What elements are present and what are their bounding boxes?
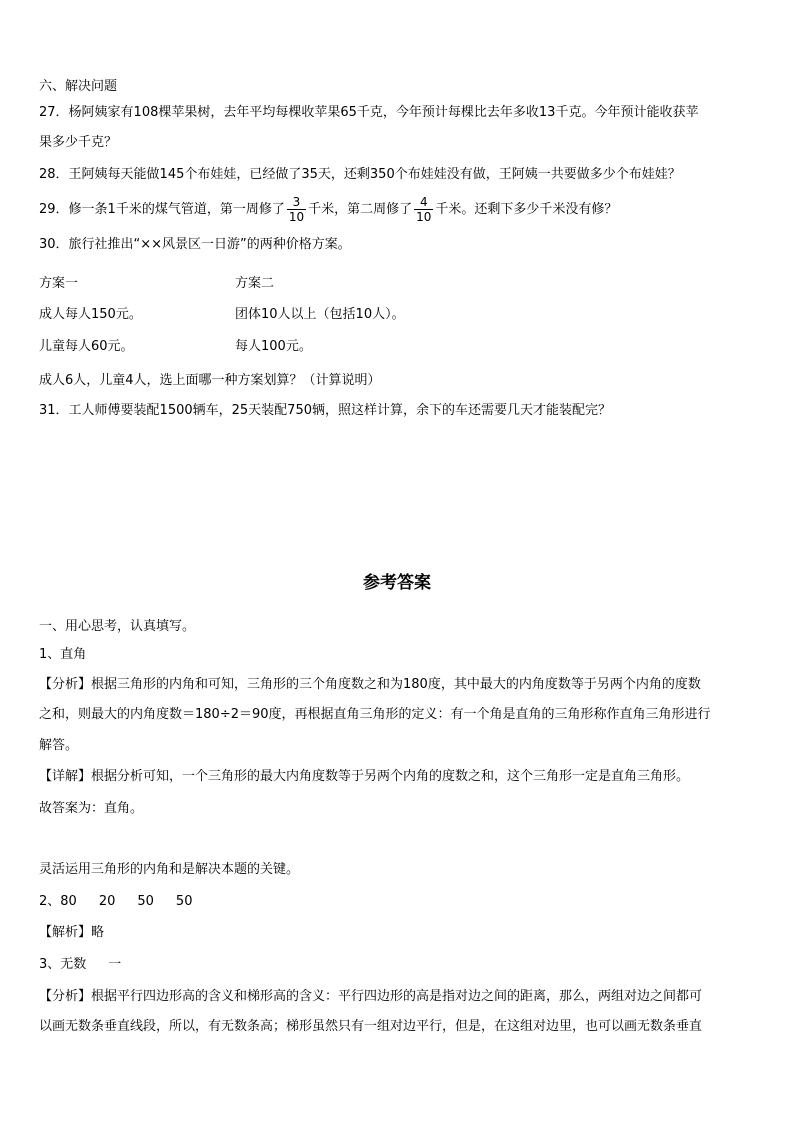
q30-intro: 30．旅行社推出“××风景区一日游”的两种价格方案。 xyxy=(39,237,351,252)
q29-fraction2: $\frac{4}{10}$ xyxy=(416,195,432,224)
a3-label: 3、无数 xyxy=(39,957,87,972)
a1-detail: 【详解】根据分析可知，一个三角形的最大内角度数等于另两个内角的度数之和，这个三角形一定是直角三角形。 xyxy=(39,769,690,784)
section6-heading: 六、解决问题 xyxy=(39,79,118,94)
a1-analysis-line1: 【分析】根据三角形的内角和可知，三角形的三个角度数之和为180度，其中最大的内角度数等于另两个内角的度数 xyxy=(39,677,701,692)
a2-answer-row xyxy=(39,894,192,910)
a2-value: 50 xyxy=(137,894,154,909)
a2-analysis: 【解析】略 xyxy=(39,925,105,940)
a2-label: 2、80 xyxy=(39,894,77,909)
a3-answer-row xyxy=(39,957,121,973)
a2-value: 50 xyxy=(175,894,193,909)
plan1-line1: 成人每人150元。 xyxy=(39,307,142,322)
q31: 31．工人师傅要装配1500辆车，25天装配750辆，照这样计算，余下的车还需要几天才能装配完？ xyxy=(39,403,611,418)
q28: 28．王阿姨每天能做145个布娃娃，已经做了35天，还剩350个布娃娃没有做，王阿姨一共要做多少个布娃娃？ xyxy=(39,167,681,182)
plan1-line2: 儿童每人60元。 xyxy=(39,339,134,354)
q27-line2: 果多少千克？ xyxy=(39,135,118,150)
a1-analysis-line2: 之和，则最大的内角度数＝180÷2＝90度，再根据直角三角形的定义：有一个角是直角的三角形称作直角三角形进行 xyxy=(39,707,711,722)
plan2-line2: 每人100元。 xyxy=(235,339,312,354)
q29-part2: 千米，第二周修了 xyxy=(308,202,413,217)
a2-value: 20 xyxy=(98,894,116,909)
plan2-title: 方案二 xyxy=(235,276,275,291)
q29 xyxy=(39,195,617,225)
a3-value2: 一 xyxy=(108,957,122,972)
a1-answer: 故答案为：直角。 xyxy=(39,801,144,816)
q27-line1: 27．杨阿姨家有108棵苹果树，去年平均每棵收苹果65千克，今年预计每棵比去年多收13千克。今年预计能收获苹 xyxy=(39,105,699,120)
a1-note: 灵活运用三角形的内角和是解决本题的关键。 xyxy=(39,862,300,877)
answers-title: 参考答案 xyxy=(363,573,431,593)
a3-analysis-line1: 【分析】根据平行四边形高的含义和梯形高的含义：平行四边形的高是指对边之间的距离，那么，两组对边之间都可 xyxy=(39,989,703,1004)
plan2-line1: 团体10人以上（包括10人）。 xyxy=(235,307,405,322)
a3-analysis-line2: 以画无数条垂直线段，所以，有无数条高；梯形虽然只有一组对边平行，但是，在这组对边里，也可以画无数条垂直 xyxy=(39,1019,703,1034)
q30-question: 成人6人，儿童4人，选上面哪一种方案划算？（计算说明） xyxy=(39,373,381,388)
q29-fraction1: $\frac{3}{10}$ xyxy=(288,195,305,224)
q29-part1: 29．修一条1千米的煤气管道，第一周修了 xyxy=(39,202,285,217)
answers-section1-heading: 一、用心思考，认真填写。 xyxy=(39,619,196,634)
plan1-title: 方案一 xyxy=(39,276,79,291)
a1-analysis-line3: 解答。 xyxy=(39,738,79,753)
q29-part3: 千米。还剩下多少千米没有修？ xyxy=(435,202,618,217)
a1-label: 1、直角 xyxy=(39,647,87,662)
